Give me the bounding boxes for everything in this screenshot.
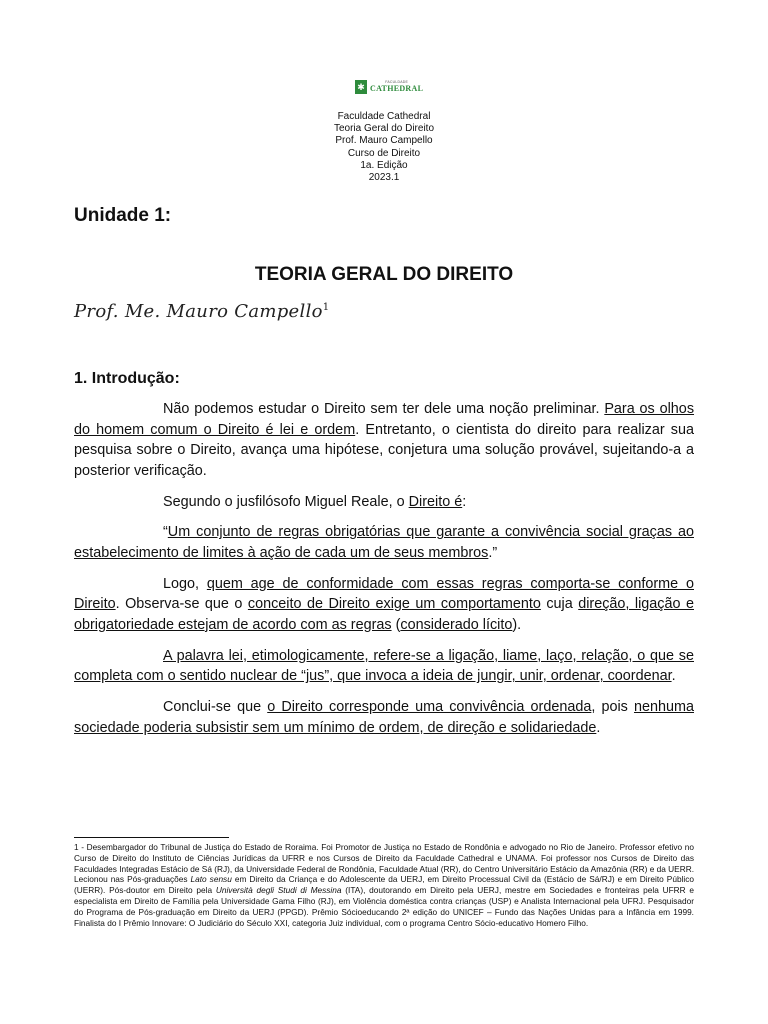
underlined-text: Para os olhos do homem comum o Direito é lei e ordem [74, 401, 695, 438]
text-segment: , pois [591, 699, 634, 716]
header-line: Prof. Mauro Campello [335, 135, 433, 147]
text-segment: : [462, 493, 467, 510]
paragraph [74, 522, 694, 563]
underlined-text: conceito de Direito exige um comportamento [247, 596, 541, 613]
footnote-segment: Lato sensu [190, 874, 232, 885]
logo-wordmark [370, 81, 423, 93]
header-line: 1a. Edição [360, 159, 408, 171]
faculty-logo [355, 80, 423, 94]
text-segment: . Observa-se que o [115, 596, 248, 613]
body-text [74, 399, 694, 748]
footnote-segment: (ITA), doutorando em Direito pela UERJ, mestre em Sociedades e fronteiras pela UFRR e especialista em Direito de Família pela Universidade Gama Filho (RJ), em Violência doméstica contra crianças (USP) e Analista Internacional pela UFRJ. Pesquisador do Programa de Pós-graduação em Direito da UERJ (PPGD). Prêmio Sócioeducando 2ª edição do UNICEF – Fundo das Nações Unidas para a Infância em 1999. Finalista do I Prêmio Innovare: O Judiciário do Século XXI, categoria Juiz individual, com o programa Centro Sócio-educativo Homero Filho. [74, 885, 694, 928]
footnote-segment: 1 - Desembargador do Tribunal de Justiça do Estado de Roraima. Foi Promotor de Justiça no Estado de Rondônia e advogado no Rio de Janeiro. Professor efetivo no Curso de Direito do Instituto de Ciências Jurídicas da UFRR e nos Cursos de Direito da Faculdade Cathedral e UNAMA. Foi professor nos Cursos de Direito das Faculdades Integradas Estácio de Sá (RJ), da Universidade Federal de Rondônia, Faculdade Atual (RR), do Centro Universitário Estácio da Amazônia (RR) e da UERR. Lecionou nas Pós-graduações [74, 842, 694, 885]
text-segment: “ [163, 524, 168, 541]
underlined-text: direção, ligação e obrigatoriedade estejam de acordo com as regras [74, 596, 694, 633]
cathedral-star-icon: ✱ [355, 80, 367, 94]
logo-name: CATHEDRAL [370, 83, 424, 93]
paragraph [74, 646, 694, 687]
paragraph [74, 492, 694, 513]
header-line: Teoria Geral do Direito [333, 123, 435, 135]
page-title: TEORIA GERAL DO DIREITO [254, 264, 514, 285]
text-segment: . [596, 719, 601, 736]
header-line: Curso de Direito [347, 147, 421, 159]
text-segment: cuja [540, 596, 579, 613]
paragraph [74, 574, 694, 636]
underlined-text: A palavra lei, etimologicamente, refere-se a ligação, liame, laço, relação, o que se completa com o sentido nuclear de “jus”, que invoca a ideia de jungir, unir, ordenar, coordenar [74, 647, 694, 685]
text-segment: . Entretanto, o cientista do direito para realizar sua pesquisa sobre o Direito, avança uma hipótese, conjetura uma solução provável, sujeitando-a a posterior verificação. [74, 421, 694, 479]
author-signature [74, 301, 329, 322]
text-segment: Segundo o jusfilósofo Miguel Reale, o [163, 493, 409, 510]
author-name: Prof. Me. Mauro Campello [74, 301, 323, 322]
underlined-text: quem age de conformidade com essas regras comporta-se conforme o Direito [74, 575, 694, 613]
unit-title: Unidade 1: [74, 205, 172, 226]
underlined-text: o Direito corresponde uma convivência ordenada [267, 699, 592, 716]
text-segment: . [671, 668, 676, 685]
underlined-text: nenhuma sociedade poderia subsistir sem um mínimo de ordem, de direção e solidariedade [74, 699, 694, 736]
footnote-segment: Università degli Studi di Messina [215, 885, 342, 896]
logo-small-text: FACULDADE [385, 80, 409, 85]
underlined-text: considerado lícito [400, 616, 513, 633]
footnote-divider [74, 837, 229, 838]
section-title: 1. Introdução: [74, 370, 180, 387]
text-segment: ). [512, 616, 522, 633]
paragraph [74, 399, 694, 481]
footnote-marker: 1 [322, 302, 330, 313]
document-header [0, 111, 768, 184]
footnote [74, 842, 694, 928]
header-line: 2023.1 [368, 172, 400, 184]
footnote-segment: em Direito da Criança e do Adolescente da UERJ, em Direito Processual Civil da (Estácio de Sá/RJ) e em Direito Público (UERR). Pós-doutor em Direito pela [74, 874, 695, 896]
underlined-text: Um conjunto de regras obrigatórias que garante a convivência social graças ao estabelecimento de limites à ação de cada um de seus membros [74, 524, 694, 561]
text-segment: Logo, [163, 575, 207, 592]
text-segment: Conclui-se que [163, 699, 268, 716]
underlined-text: Direito é [408, 493, 463, 510]
text-segment: .” [488, 544, 498, 561]
paragraph [74, 697, 694, 738]
text-segment: Não podemos estudar o Direito sem ter dele uma noção preliminar. [163, 401, 605, 417]
header-line: Faculdade Cathedral [337, 111, 431, 122]
text-segment: ( [391, 616, 401, 633]
